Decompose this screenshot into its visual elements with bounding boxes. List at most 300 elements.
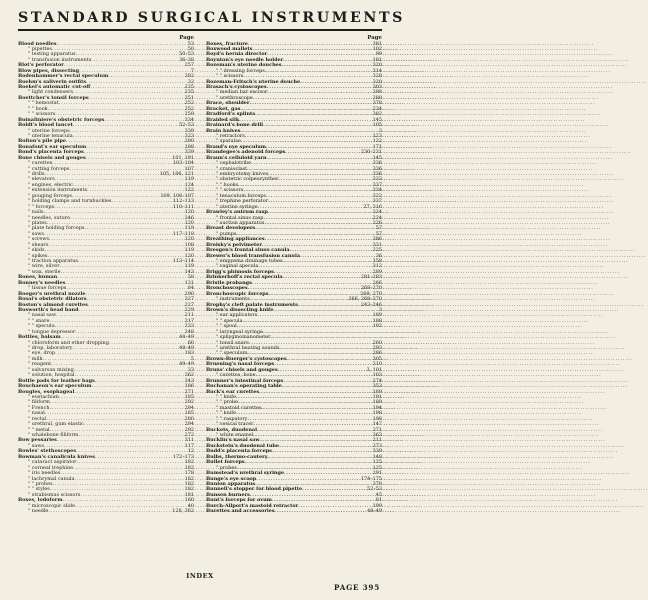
entry-name: Boldt's blood lancet (18, 122, 73, 129)
entry-page-ref: 311 (184, 437, 194, 444)
entry-name: Blow pipes, dissecting (18, 67, 80, 74)
entry-page-ref: 378 (372, 480, 382, 487)
entry-page-ref: 327 (184, 296, 194, 303)
entry-name: Bristle probangs (206, 279, 252, 286)
entry-page-ref: 36–38 (179, 56, 194, 63)
entry-page-ref: 339 (184, 127, 194, 134)
entry-name: Bulbs, thermo-cautery (206, 453, 268, 460)
entry-page-ref: 189 (372, 399, 382, 406)
entry-name: " tissue forceps (28, 285, 67, 292)
entry-name: Bougies, esophageal (18, 388, 75, 395)
entry-page-ref: 119 (184, 263, 194, 270)
entry-page-ref: 274 (372, 377, 382, 384)
entry-name: " lachrymal canula (28, 475, 75, 482)
entry-name: " obstetric colpeurynther (216, 176, 279, 183)
entry-page-ref: 336 (372, 160, 382, 167)
entry-page-ref: 198 (372, 410, 382, 417)
entry-name: " cutting forceps (28, 165, 70, 172)
entry-name: " cataract aspirator (28, 459, 77, 466)
entry-name: Bone chisels and gouges (18, 154, 86, 161)
entry-name: " filiform (28, 399, 50, 406)
entry-page-ref: 235 (184, 89, 194, 96)
entry-page-ref: 148 (372, 453, 382, 460)
entry-page-ref: 113–114 (172, 258, 194, 264)
entry-page-ref: 147 (372, 421, 382, 428)
entry-page-ref: 50 (187, 45, 194, 52)
entry-name: " " metal (28, 426, 50, 433)
entry-name: " vesical tracer (216, 421, 254, 428)
entry-page-ref: 211 (372, 437, 382, 444)
entry-name: " light condensers (28, 89, 73, 96)
entry-name: Brown's dissecting knife (206, 306, 274, 313)
entry-name: " pipettes (28, 45, 52, 52)
entry-page-ref: 343 (184, 377, 194, 384)
entry-page-ref: 122 (184, 187, 194, 194)
entry-page-ref: 386 (372, 236, 382, 243)
entry-page-ref: 314 (372, 67, 382, 74)
entry-name: " gouging forceps (28, 192, 72, 199)
entry-page-ref: 57 (375, 225, 382, 232)
entry-page-ref: 266, 268–270 (348, 296, 382, 303)
entry-name: " nasal saw (28, 312, 57, 319)
entry-page-ref: 186 (184, 383, 194, 390)
entry-name: Bodenhammer's rectal speculum (18, 73, 109, 80)
entry-page-ref: 331 (372, 241, 382, 248)
entry-name: Buck's ear curettes (206, 388, 260, 395)
entry-page-ref: 289 (372, 268, 382, 275)
entry-page-ref: 99 (375, 51, 382, 58)
entry-page-ref: 171 (372, 143, 382, 150)
entry-page-ref: 120 (184, 209, 194, 216)
entry-name: Bottles, balsam (18, 334, 61, 341)
page-header: STANDARD SURGICAL INSTRUMENTS (18, 10, 405, 26)
entry-name: " screws (28, 236, 49, 243)
right-index-column (206, 36, 382, 515)
entry-page-ref: 124 (184, 181, 194, 188)
entry-name: Bouchaeon's ear speculum (18, 383, 92, 390)
entry-page-ref: 105, 106, 121 (159, 171, 194, 177)
entry-page-ref: 336 (372, 171, 382, 177)
entry-name: " testing apparatus (28, 51, 76, 58)
entry-page-ref: 257 (184, 62, 194, 69)
entry-page-ref: 182 (184, 475, 194, 482)
entry-page-ref: 381 (372, 40, 382, 47)
entry-page-ref: 119 (184, 225, 194, 232)
entry-name: " " knife (216, 393, 236, 400)
entry-page-ref: 108 (184, 241, 194, 248)
leader-dots (48, 509, 171, 514)
entry-page-ref: 294 (184, 404, 194, 411)
entry-page-ref: 52–53 (367, 486, 382, 493)
entry-name: " " specula (216, 317, 243, 324)
entry-name: Blot's perforator (18, 62, 64, 69)
entry-name: " strabismus scissors (28, 491, 81, 498)
entry-name: Boston's almond curettes (18, 301, 88, 308)
entry-name: " " scissors (216, 187, 244, 194)
left-page-heading: Page (179, 34, 194, 41)
entry-name: Booger's urethral nozzle (18, 290, 86, 297)
entry-page-ref: 305 (372, 355, 382, 362)
entry-name: " " probe (216, 399, 239, 406)
entry-page-ref: 188 (372, 317, 382, 324)
entry-page-ref: 293 (372, 345, 382, 351)
entry-page-ref: 84 (187, 285, 194, 292)
entry-page-ref: 323 (184, 132, 194, 139)
entry-name: " " spool (216, 323, 237, 330)
entry-name: Brain knives (206, 127, 241, 134)
entry-name: Brawley's antrum rasp (206, 209, 268, 216)
entry-name: Brasach's cystoscopes (206, 84, 267, 90)
entry-name: Bucklin's nasal saw (206, 437, 260, 444)
entry-name: " cranioclast (216, 165, 248, 172)
entry-page-ref: 362 (184, 372, 194, 379)
entry-name: " instruments (216, 296, 250, 303)
entry-page-ref: 182 (184, 459, 194, 466)
entry-page-ref: 178 (184, 470, 194, 477)
entry-name: Bracket, gas (206, 105, 241, 112)
entry-page-ref: 103–104 (172, 160, 194, 167)
entry-name: Bonafont's ear speculum (18, 143, 87, 150)
entry-name: " curettes, bone (216, 372, 256, 379)
entry-name: Brown-Buerger's cystoscopes (206, 355, 287, 362)
entry-page-ref: 57 (375, 230, 382, 237)
entry-name: " wire, silver (28, 263, 60, 270)
entry-page-ref: 182 (184, 480, 194, 487)
entry-name: Burch-Allport's mastoid retractor (206, 502, 299, 509)
entry-page-ref: 182 (184, 464, 194, 471)
entry-page-ref: 225 (372, 247, 382, 254)
entry-page-ref: 120 (184, 236, 194, 243)
entry-page-ref: 353 (372, 383, 382, 390)
entry-name: Braided silk (206, 116, 240, 123)
entry-page-ref: 337 (372, 198, 382, 205)
entry-page-ref: 117–118 (172, 230, 194, 237)
entry-name: " " forceps (28, 203, 54, 210)
entry-name: " shears (28, 241, 49, 248)
entry-page-ref: 252 (184, 105, 194, 112)
entry-page-ref: 128, 362 (172, 508, 194, 515)
entry-page-ref: 211 (184, 312, 194, 319)
entry-name: Bowles' stethoscopes (18, 448, 77, 455)
entry-name: Bones, human (18, 274, 58, 281)
entry-page-ref: 107 (184, 165, 194, 172)
entry-name: " " styles (28, 486, 50, 493)
entry-page-ref: 217 (184, 317, 194, 324)
entry-name: Boehm's saliverin outfits (18, 78, 87, 85)
entry-page-ref: 248 (184, 328, 194, 335)
entry-page-ref: 188 (184, 143, 194, 150)
entry-page-ref: 312 (372, 263, 382, 270)
entry-name: " transfusion instruments (28, 56, 92, 63)
entry-page-ref: 260 (372, 339, 382, 346)
entry-name: Buckstein's duodenal tube (206, 442, 279, 449)
entry-page-ref: 36 (375, 252, 382, 259)
entry-name: " wax, sterile (28, 268, 61, 275)
entry-name: " " knife (216, 410, 236, 417)
entry-page-ref: 320 (372, 78, 382, 85)
entry-page-ref: 145 (372, 116, 382, 123)
entry-name: Brinkerhoff's rectal specula (206, 274, 283, 281)
entry-name: Bozeman-Fritsch's uterine douche (206, 78, 301, 85)
entry-name: " retractors (216, 132, 245, 139)
entry-page-ref: 181 (184, 491, 194, 498)
entry-name: " whalebone filiform (28, 432, 79, 438)
entry-name: " French (28, 404, 50, 411)
entry-name: Brainard's bone drill (206, 122, 264, 129)
entry-name: " embryotomy knives (216, 171, 269, 177)
entry-page-ref: 119 (184, 247, 194, 254)
entry-name: " engines, electric (28, 181, 73, 188)
entry-name: Bond's placenta forceps (18, 149, 84, 156)
entry-page-ref: 3 (378, 127, 382, 134)
entry-name: Bronchoscopes (206, 285, 248, 292)
entry-name: " " dressing forceps (216, 67, 265, 74)
entry-name: " uterine tenacula (28, 132, 73, 139)
entry-page-ref: 131 (184, 279, 194, 286)
entry-name: " " scissors (216, 73, 244, 80)
entry-name: Burettes and accessories (206, 508, 275, 515)
entry-page-ref: 224 (372, 214, 382, 221)
entry-name: " empyema drainage tubes (216, 258, 283, 264)
entry-name: " plate holding forceps (28, 225, 85, 232)
entry-page-ref: 145 (372, 154, 382, 161)
entry-name: Bunsen burners (206, 491, 250, 498)
entry-name: Boinaliniere's obstetric forceps (18, 116, 105, 123)
entry-page-ref: 102 (372, 45, 382, 52)
entry-page-ref: 160 (184, 497, 194, 504)
entry-page-ref: 112–113 (172, 198, 194, 205)
entry-page-ref: 229 (184, 306, 194, 313)
entry-page-ref: 101, 191 (172, 154, 194, 161)
entry-page-ref: 286 (372, 350, 382, 357)
index-entry (206, 509, 382, 514)
entry-name: " iris needles (28, 470, 61, 477)
entry-name: " chloroform and ether dropping (28, 339, 109, 346)
entry-page-ref: 333 (372, 176, 382, 183)
entry-page-ref: 105 (372, 122, 382, 129)
entry-name: " suction apparatus (216, 219, 265, 226)
entry-name: Bronchoscopic forceps (206, 290, 269, 297)
entry-page-ref: 259 (184, 111, 194, 118)
entry-name: Brigg's phimosis forceps (206, 268, 274, 275)
entry-name: " tongue depressor (28, 328, 76, 335)
entry-page-ref: 174–175 (360, 475, 382, 482)
entry-page-ref: 334 (372, 187, 382, 194)
entry-page-ref: 303 (372, 84, 382, 90)
entry-name: " " raspatory (216, 415, 248, 422)
entry-page-ref: 252 (184, 100, 194, 107)
entry-name: Breisky's pelvimeter (206, 241, 262, 248)
entry-page-ref: 125 (372, 459, 382, 466)
entry-page-ref: 119 (184, 176, 194, 183)
entry-name: " curettes (28, 160, 53, 167)
entry-name: Blood needles (18, 40, 57, 47)
entry-page-ref: 280 (184, 138, 194, 145)
entry-name: " rectal (28, 415, 47, 422)
entry-page-ref: 117 (184, 442, 194, 449)
entry-page-ref: 181 (372, 56, 382, 63)
leader-dots (275, 509, 366, 514)
entry-page-ref: 122 (372, 138, 382, 145)
entry-page-ref: 103 (372, 372, 382, 379)
entry-page-ref: 33 (187, 366, 194, 373)
entry-name: " drop, laboratory (28, 345, 73, 351)
entry-page-ref: 339 (372, 448, 382, 455)
entry-name: Bresgen's frontal sinus canula (206, 247, 290, 254)
entry-page-ref: 40 (187, 502, 194, 509)
entry-name: " cephalotribe (216, 160, 252, 167)
entry-name: Boynton's eye needle holder (206, 56, 284, 63)
entry-page-ref: 53 (187, 40, 194, 47)
entry-name: Budd's placenta forceps (206, 448, 272, 455)
entry-name: Bowman's canalicula knives (18, 453, 95, 460)
entry-page-ref: 292 (184, 426, 194, 433)
entry-page-ref: 194 (372, 404, 382, 411)
entry-name: " solution, hospital (28, 372, 75, 379)
left-entry-list (18, 42, 194, 515)
entry-page-ref: 251 (184, 94, 194, 101)
entry-name: " nasal (28, 410, 45, 417)
entry-name: Brandegee's adenoid forceps (206, 149, 286, 156)
entry-name: Boekel's automatic cut-off (18, 84, 91, 90)
entry-name: " " snare (28, 317, 50, 324)
entry-page-ref: 271 (372, 426, 382, 433)
entry-page-ref: 233 (184, 323, 194, 330)
entry-name: " " scissors (28, 111, 56, 118)
header-rule (18, 29, 382, 31)
entry-name: Buckets, duodenal (206, 426, 257, 433)
entry-name: Boyd's hernia director (206, 51, 268, 58)
entry-name: " uterine syringe (216, 203, 258, 210)
entry-name: " traction apparatus (28, 258, 78, 264)
entry-name: Bosai's obstetric dilators (18, 296, 87, 303)
entry-name: Brand's eye speculum (206, 143, 266, 150)
entry-name: " trephine perforator (216, 198, 269, 205)
entry-name: " eye, drop (28, 350, 56, 357)
entry-page-ref: 336 (372, 165, 382, 172)
entry-page-ref: 272 (184, 432, 194, 438)
entry-page-ref: 210 (372, 361, 382, 368)
entry-name: Bunt's forceps for ovum (206, 497, 272, 504)
entry-name: " " hooks (216, 181, 239, 188)
right-page-heading: Page (367, 34, 382, 41)
entry-page-ref: 48–49 (179, 334, 194, 341)
entry-page-ref: 334 (184, 116, 194, 123)
entry-name: Bonney's needles (18, 279, 66, 286)
entry-page-ref: 269, 270 (360, 290, 382, 297)
entry-page-ref: 226 (372, 219, 382, 226)
index-columns (18, 36, 382, 515)
entry-page-ref: 58 (187, 274, 194, 281)
entry-name: " " hemostat (28, 100, 59, 107)
entry-page-ref: 280 (184, 415, 194, 422)
entry-name: Breast developers (206, 225, 256, 232)
entry-name: " microscopic slide (28, 502, 75, 509)
entry-page-ref: 224 (372, 209, 382, 216)
entry-name: Boxes, fracture (206, 40, 248, 47)
entry-page-ref: 5 (190, 355, 194, 362)
entry-page-ref: 32 (187, 78, 194, 85)
entry-page-ref: 199 (372, 502, 382, 509)
entry-name: Breathing appliances (206, 236, 265, 243)
entry-page-ref: 123 (372, 132, 382, 139)
entry-name: Brunner's intestinal forceps (206, 377, 284, 384)
entry-page-ref: 125 (372, 464, 382, 471)
entry-page-ref: 282 (184, 73, 194, 80)
entry-name: " sphygmomanometer (216, 334, 271, 341)
entry-page-ref: 50–53 (179, 51, 194, 58)
entry-page-ref: 27, 316 (363, 203, 382, 210)
entry-name: " urethral beating sounds (216, 345, 280, 351)
entry-page-ref: 292 (184, 399, 194, 406)
entry-page-ref: 189 (372, 388, 382, 395)
entry-page-ref: 320 (372, 62, 382, 69)
entry-name: " eustachian (28, 393, 59, 400)
entry-page-ref: 266 (372, 279, 382, 286)
entry-name: " " hook (28, 105, 48, 112)
entry-name: " nails (28, 209, 44, 216)
footer-page-number: PAGE 395 (334, 583, 380, 592)
entry-name: " drills (28, 171, 45, 177)
entry-page-ref: 48–49 (179, 345, 194, 351)
entry-name: Bunnell's stopper for blood pipette (206, 486, 303, 493)
entry-name: " saws (28, 230, 44, 237)
entry-name: " white enamel (216, 432, 254, 438)
right-entry-list (206, 42, 382, 515)
entry-name: Bozeman's uterine douches (206, 62, 282, 69)
entry-name: " needles, suture (28, 214, 70, 221)
entry-name: " needle (28, 508, 49, 515)
entry-name: Braun's celluloid yarn (206, 154, 267, 161)
entry-name: " ear applicators (216, 312, 258, 319)
entry-page-ref: 143 (184, 268, 194, 275)
entry-name: Brophy's cleft palate instruments (206, 301, 298, 308)
entry-name: " corneal trephine (28, 464, 73, 471)
entry-page-ref: 382 (372, 111, 382, 118)
entry-name: " reagent (28, 361, 52, 368)
entry-page-ref: 288 (372, 94, 382, 101)
entry-name: " spatulae (216, 138, 241, 145)
entry-page-ref: 192 (372, 323, 382, 330)
entry-page-ref: 322 (372, 192, 382, 199)
entry-page-ref: 52–53 (179, 122, 194, 129)
entry-page-ref: 110–111 (172, 203, 194, 210)
entry-name: Bumstead's urethral syringe (206, 470, 285, 477)
entry-page-ref: 328 (372, 73, 382, 80)
entry-name: Buchanan's operating table (206, 383, 282, 390)
entry-name: " probes (216, 464, 237, 471)
entry-name: " elevators (28, 176, 55, 183)
entry-page-ref: 337 (372, 181, 382, 188)
entry-page-ref: 227 (184, 301, 194, 308)
entry-page-ref: 12 (187, 448, 194, 455)
entry-page-ref: 198 (372, 415, 382, 422)
entry-name: " holding clamps and turnbuckles (28, 198, 112, 205)
entry-name: " urethroscope (216, 94, 253, 101)
entry-page-ref: 182 (184, 486, 194, 493)
entry-name: " plates (28, 219, 47, 226)
entry-name: Bolton's pile pipe (18, 138, 67, 145)
entry-name: Bunge's eye scoop (206, 475, 257, 482)
entry-name: " mastoid curettes (216, 404, 262, 411)
entry-name: Bruening's nasal forceps (206, 361, 275, 368)
entry-name: " salvarsan mixing (28, 366, 74, 373)
entry-page-ref: 191 (372, 393, 382, 400)
entry-page-ref: 339 (184, 149, 194, 156)
entry-page-ref: 7 (190, 67, 194, 74)
entry-page-ref: 291 (372, 470, 382, 477)
entry-page-ref: 172–173 (172, 453, 194, 460)
